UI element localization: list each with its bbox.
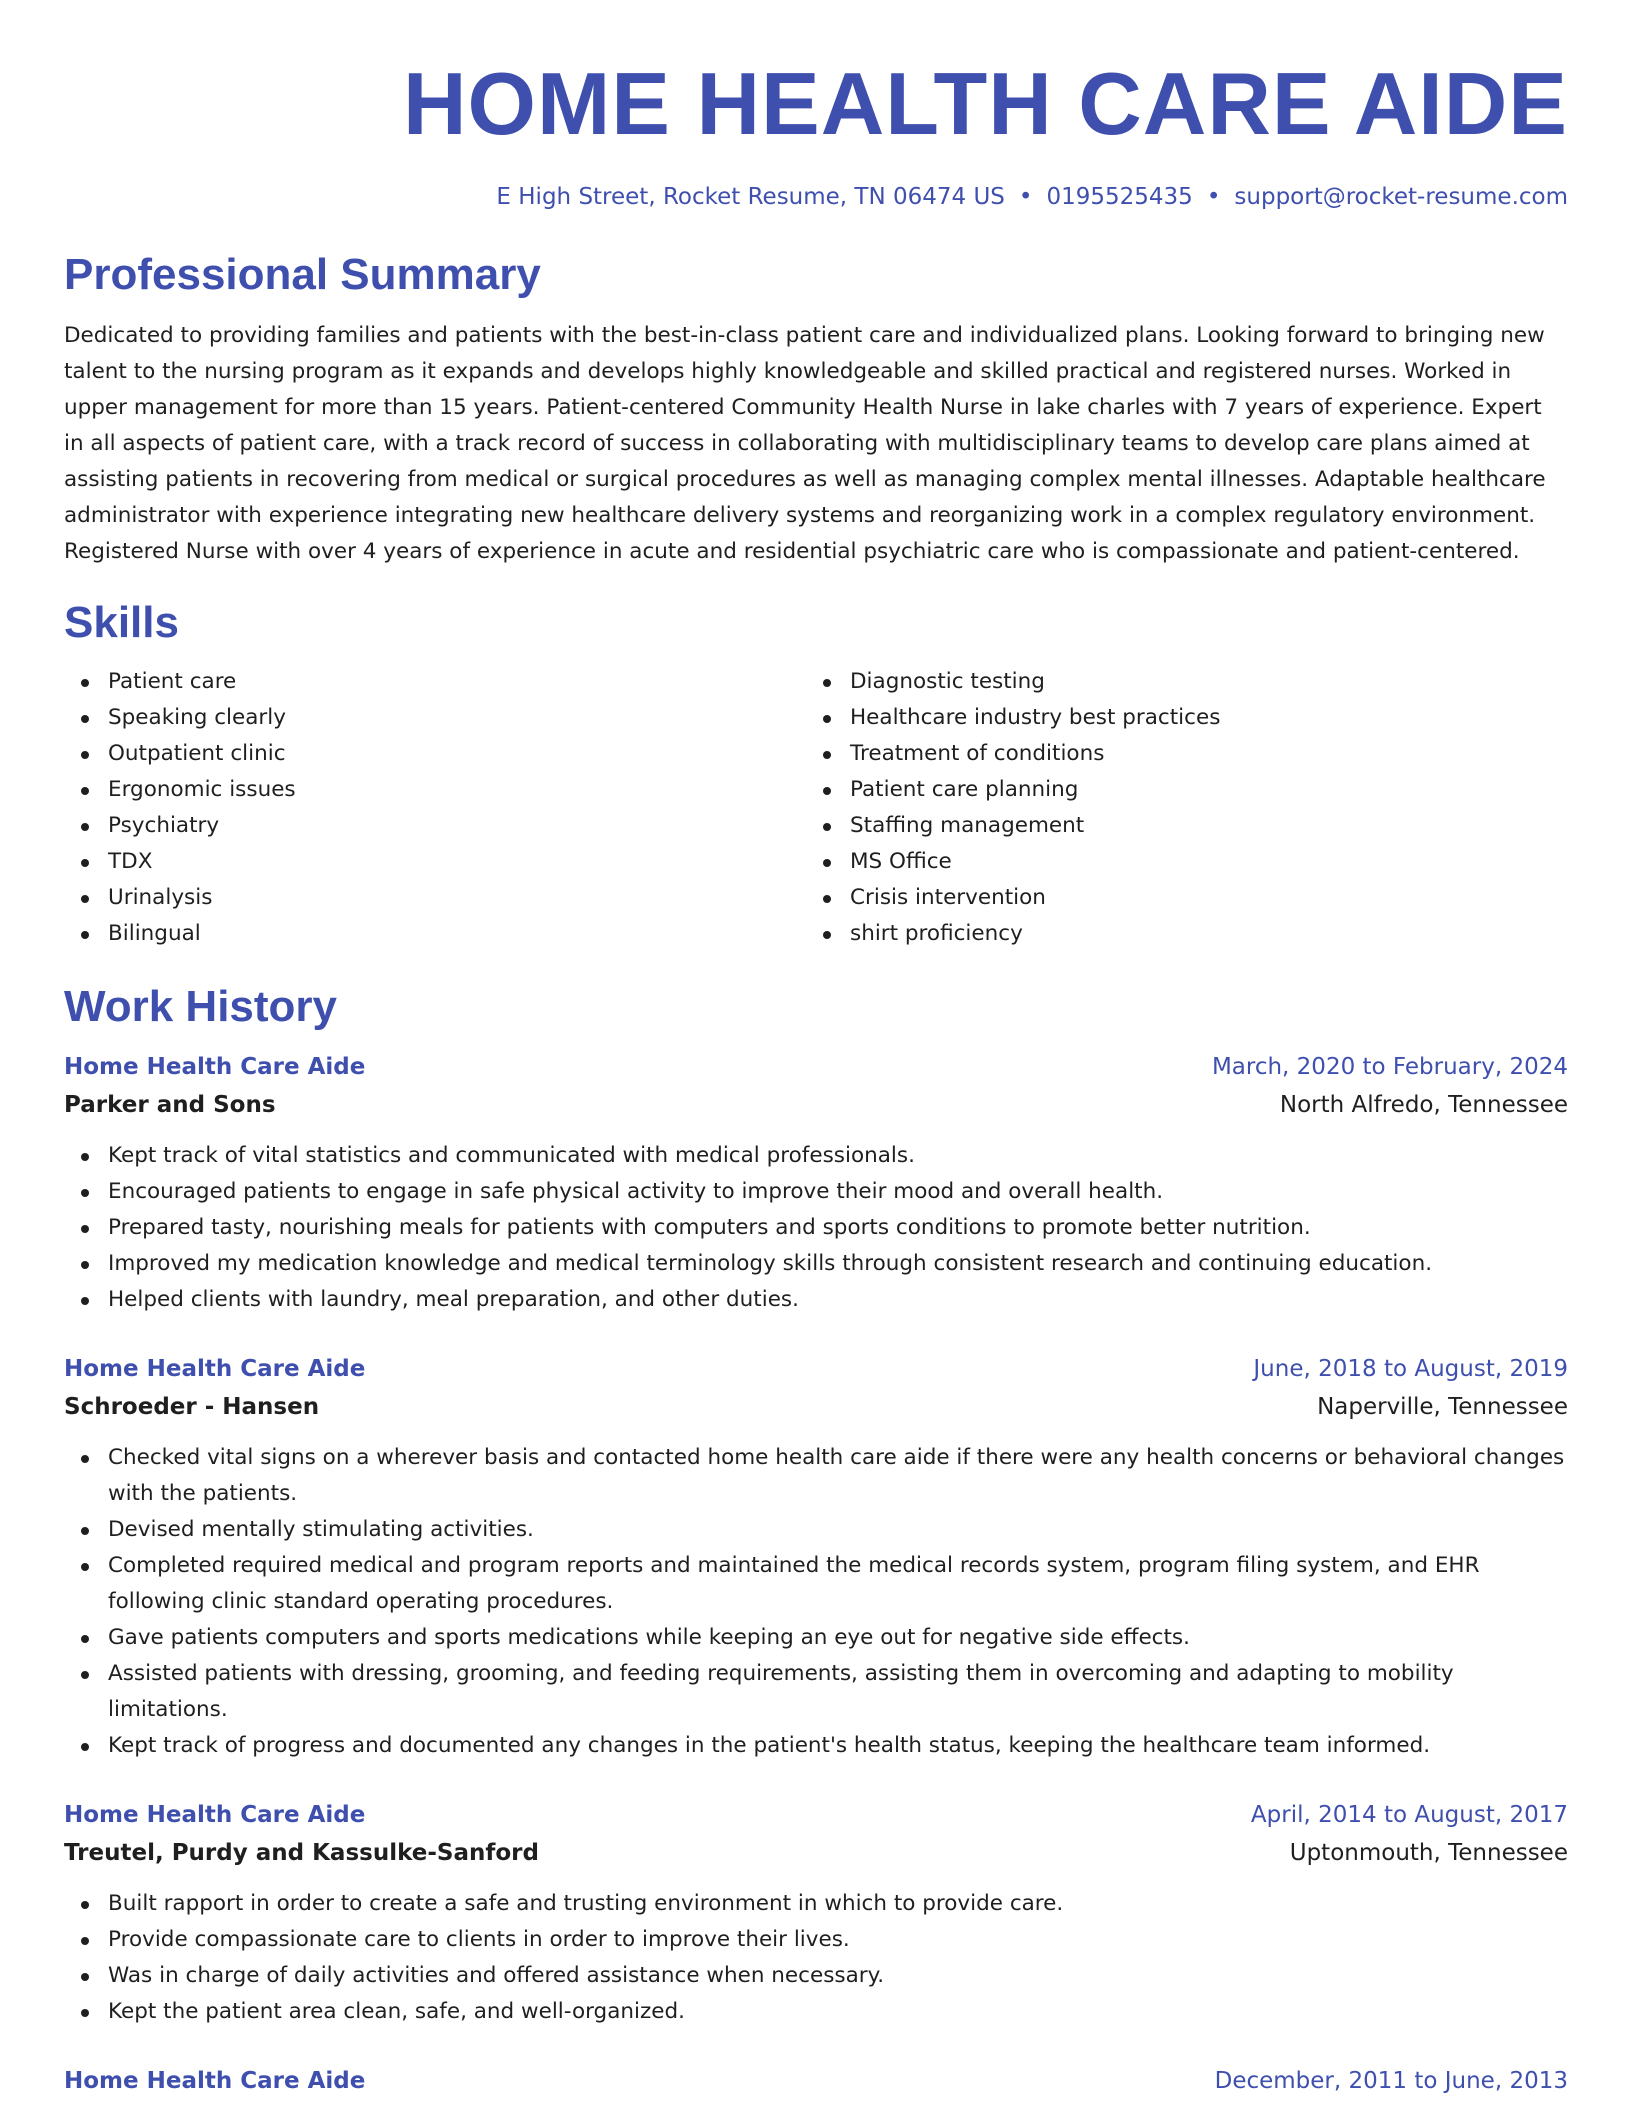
job-bullet: Kept track of vital statistics and communicated with medical professionals. — [64, 1138, 1568, 1174]
job-company: Schroeder - Hansen — [64, 1394, 320, 1420]
job-header-row — [64, 1350, 1568, 1388]
skill-item: TDX — [64, 844, 806, 880]
work-history-heading: Work History — [64, 982, 338, 1031]
job-location: Uptonmouth, Tennessee — [1289, 1840, 1568, 1866]
job-title: Home Health Care Aide — [64, 2068, 366, 2094]
job-bullet: Completed required medical and program reports and maintained the medical records system, program filing system, and EHR following clinic standard operating procedures. — [64, 1548, 1568, 1620]
job-bullets — [64, 1138, 1568, 1318]
job-bullet: Provide compassionate care to clients in order to improve their lives. — [64, 1922, 1568, 1958]
job-header-row — [64, 2062, 1568, 2100]
skill-item: Urinalysis — [64, 880, 806, 916]
skills-column-right — [806, 664, 1548, 952]
job-entry — [64, 1048, 1568, 1318]
skill-item: Bilingual — [64, 916, 806, 952]
skill-item: Psychiatry — [64, 808, 806, 844]
skill-item: shirt proficiency — [806, 916, 1548, 952]
resume-header — [64, 0, 1568, 212]
job-title: Home Health Care Aide — [64, 1356, 366, 1382]
separator-dot: • — [1018, 184, 1033, 210]
job-bullet: Kept the patient area clean, safe, and well-organized. — [64, 1994, 1568, 2030]
job-title: Home Health Care Aide — [64, 1802, 366, 1828]
job-title: Home Health Care Aide — [64, 1054, 366, 1080]
job-entry — [64, 1796, 1568, 2030]
skill-item: Crisis intervention — [806, 880, 1548, 916]
job-company: Treutel, Purdy and Kassulke-Sanford — [64, 1840, 539, 1866]
job-bullet: Gave patients computers and sports medications while keeping an eye out for negative side effects. — [64, 1620, 1568, 1656]
job-bullet: Built rapport in order to create a safe and trusting environment in which to provide care. — [64, 1886, 1568, 1922]
summary-text: Dedicated to providing families and patients with the best-in-class patient care and individualized plans. Looking forward to bringing new talent to the nursing program as it expands and develops highly knowledgeable and skilled practical and registered nurses. Worked in upper management for more than 15 years. Patient-centered Community Health Nurse in lake charles with 7 years of experience. Expert in all aspects of patient care, with a track record of success in collaborating with multidisciplinary teams to develop care plans aimed at assisting patients in recovering from medical or surgical procedures as well as managing complex mental illnesses. Adaptable healthcare administrator with experience integrating new healthcare delivery systems and reorganizing work in a complex regulatory environment. Registered Nurse with over 4 years of experience in acute and residential psychiatric care who is compassionate and patient-centered. — [64, 323, 1546, 564]
skills-column-left — [64, 664, 806, 952]
contact-address: E High Street, Rocket Resume, TN 06474 US — [496, 184, 1005, 210]
job-header-row — [64, 1796, 1568, 1834]
skill-item: Ergonomic issues — [64, 772, 806, 808]
job-dates: December, 2011 to June, 2013 — [1214, 2068, 1568, 2094]
skill-item: MS Office — [806, 844, 1548, 880]
skill-item: Patient care planning — [806, 772, 1548, 808]
skills-list — [64, 664, 1568, 952]
skill-item: Outpatient clinic — [64, 736, 806, 772]
job-dates: March, 2020 to February, 2024 — [1211, 1054, 1568, 1080]
job-bullet: Was in charge of daily activities and offered assistance when necessary. — [64, 1958, 1568, 1994]
separator-dot: • — [1206, 184, 1221, 210]
job-bullet: Helped clients with laundry, meal preparation, and other duties. — [64, 1282, 1568, 1318]
job-bullet: Encouraged patients to engage in safe physical activity to improve their mood and overall health. — [64, 1174, 1568, 1210]
job-bullet: Assisted patients with dressing, grooming, and feeding requirements, assisting them in overcoming and adapting to mobility limitations. — [64, 1656, 1568, 1728]
job-header-row — [64, 1048, 1568, 1086]
contact-phone: 0195525435 — [1046, 184, 1193, 210]
skill-item: Patient care — [64, 664, 806, 700]
job-entry — [64, 2062, 1568, 2100]
skill-item: Speaking clearly — [64, 700, 806, 736]
job-bullet: Devised mentally stimulating activities. — [64, 1512, 1568, 1548]
skill-item: Diagnostic testing — [806, 664, 1548, 700]
skills-heading: Skills — [64, 598, 179, 647]
skill-item: Treatment of conditions — [806, 736, 1548, 772]
job-company: Parker and Sons — [64, 1092, 276, 1118]
skill-item: Healthcare industry best practices — [806, 700, 1548, 736]
job-location: Naperville, Tennessee — [1317, 1394, 1568, 1420]
job-dates: June, 2018 to August, 2019 — [1253, 1356, 1568, 1382]
job-bullet: Improved my medication knowledge and medical terminology skills through consistent research and continuing education. — [64, 1246, 1568, 1282]
job-company-row — [64, 1388, 1568, 1426]
job-entry — [64, 1350, 1568, 1764]
job-bullet: Kept track of progress and documented any changes in the patient's health status, keeping the healthcare team informed. — [64, 1728, 1568, 1764]
job-location: North Alfredo, Tennessee — [1279, 1092, 1568, 1118]
job-bullet: Prepared tasty, nourishing meals for patients with computers and sports conditions to promote better nutrition. — [64, 1210, 1568, 1246]
page-title: HOME HEALTH CARE AIDE — [403, 54, 1568, 153]
summary-heading: Professional Summary — [64, 250, 541, 299]
job-bullet: Checked vital signs on a wherever basis and contacted home health care aide if there were any health concerns or behavioral changes with the patients. — [64, 1440, 1568, 1512]
job-bullets — [64, 1886, 1568, 2030]
job-dates: April, 2014 to August, 2017 — [1250, 1802, 1568, 1828]
job-company-row — [64, 1086, 1568, 1124]
skill-item: Staffing management — [806, 808, 1548, 844]
job-company-row — [64, 1834, 1568, 1872]
contact-email[interactable]: support@rocket-resume.com — [1234, 184, 1568, 210]
contact-line — [64, 182, 1568, 212]
job-bullets — [64, 1440, 1568, 1764]
